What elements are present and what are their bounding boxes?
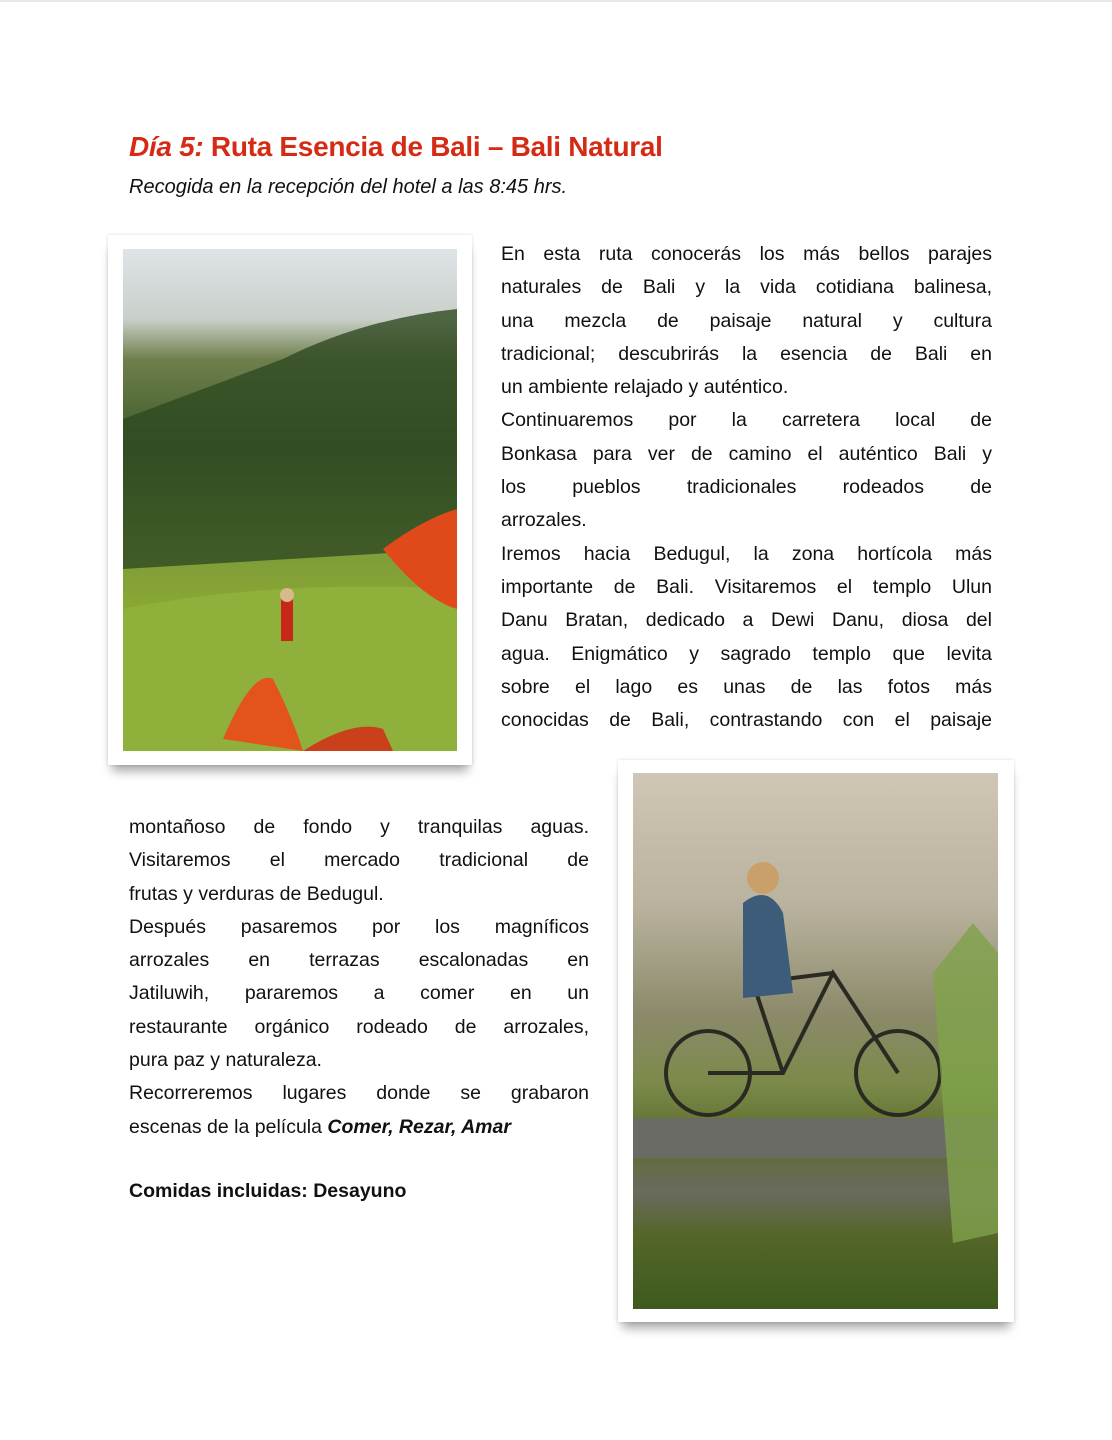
text-line-content: En esta ruta conocerás los más bellos parajes [501, 243, 992, 265]
text-line-content: agua. Enigmático y sagrado templo que levita [501, 642, 992, 665]
text-line [501, 671, 992, 704]
text-line-content: Visitaremos el mercado tradicional de [129, 849, 589, 872]
pickup-info: Recogida en la recepción del hotel a las 8:45 hrs. [129, 176, 568, 198]
text-line-content: Iremos hacia Bedugul, la zona hortícola más [501, 542, 992, 565]
text-line [501, 638, 992, 671]
bicycle-photo-frame [618, 760, 1014, 1322]
text-line [129, 1011, 589, 1044]
text-line [129, 811, 589, 844]
text-line-content: Jatiluwih, pararemos a comer en un [129, 982, 589, 1005]
text-line [129, 944, 589, 977]
text-line [129, 1111, 589, 1144]
page-top-border [0, 0, 1112, 2]
bicycle-illustration [633, 773, 998, 1309]
rice-terrace-photo [123, 249, 457, 751]
text-line-content: frutas y verduras de Bedugul. [129, 882, 384, 905]
page-title [129, 131, 663, 163]
text-line [501, 538, 992, 571]
bicycle-photo [633, 773, 998, 1309]
text-line-content: Continuaremos por la carretera local de [501, 409, 992, 432]
text-line [501, 504, 992, 537]
right-text-column [501, 238, 992, 737]
text-line-content: montañoso de fondo y tranquilas aguas. [129, 816, 589, 838]
text-line-content: un ambiente relajado y auténtico. [501, 376, 789, 399]
text-line [501, 271, 992, 304]
rice-terrace-photo-frame [108, 235, 472, 765]
text-line [129, 911, 589, 944]
text-line-content: Bonkasa para ver de camino el auténtico Bali y [501, 442, 992, 465]
text-line-content: restaurante orgánico rodeado de arrozales, [129, 1015, 589, 1038]
text-line-content: naturales de Bali y la vida cotidiana balinesa, [501, 276, 992, 299]
text-line-content: importante de Bali. Visitaremos el templo Ulun [501, 575, 992, 598]
day-label: Día 5: [129, 131, 204, 162]
text-line [129, 878, 589, 911]
movie-title: Comer, Rezar, Amar [327, 1115, 511, 1138]
text-line-content: Recorreremos lugares donde se grabaron [129, 1082, 589, 1105]
text-line [501, 404, 992, 437]
text-line-content: conocidas de Bali, contrastando con el paisaje [501, 709, 992, 732]
text-line-content: arrozales. [501, 509, 587, 532]
text-line [501, 704, 992, 737]
rice-terrace-illustration [123, 249, 457, 751]
text-line [129, 1044, 589, 1077]
text-line [129, 1077, 589, 1110]
text-line [501, 438, 992, 471]
text-line-content: Danu Bratan, dedicado a Dewi Danu, diosa del [501, 609, 992, 632]
text-line [501, 238, 992, 271]
text-line-content: tradicional; descubrirás la esencia de Bali en [501, 342, 992, 365]
text-line [501, 571, 992, 604]
text-line [129, 977, 589, 1010]
text-line [501, 604, 992, 637]
route-name: Ruta Esencia de Bali – Bali Natural [203, 131, 663, 162]
text-line [501, 471, 992, 504]
text-line-content: sobre el lago es unas de las fotos más [501, 675, 992, 698]
text-line-content: una mezcla de paisaje natural y cultura [501, 309, 992, 332]
text-line [501, 305, 992, 338]
text-line-content: pura paz y naturaleza. [129, 1049, 322, 1072]
included-meals: Comidas incluidas: Desayuno [129, 1180, 407, 1202]
text-line-content: escenas de la película [129, 1115, 328, 1138]
text-line-content: Después pasaremos por los magníficos [129, 915, 589, 938]
text-line-content: los pueblos tradicionales rodeados de [501, 476, 992, 499]
text-line [501, 338, 992, 371]
text-line-content: arrozales en terrazas escalonadas en [129, 949, 589, 972]
left-text-column [129, 811, 589, 1144]
text-line [129, 844, 589, 877]
text-line [501, 371, 992, 404]
